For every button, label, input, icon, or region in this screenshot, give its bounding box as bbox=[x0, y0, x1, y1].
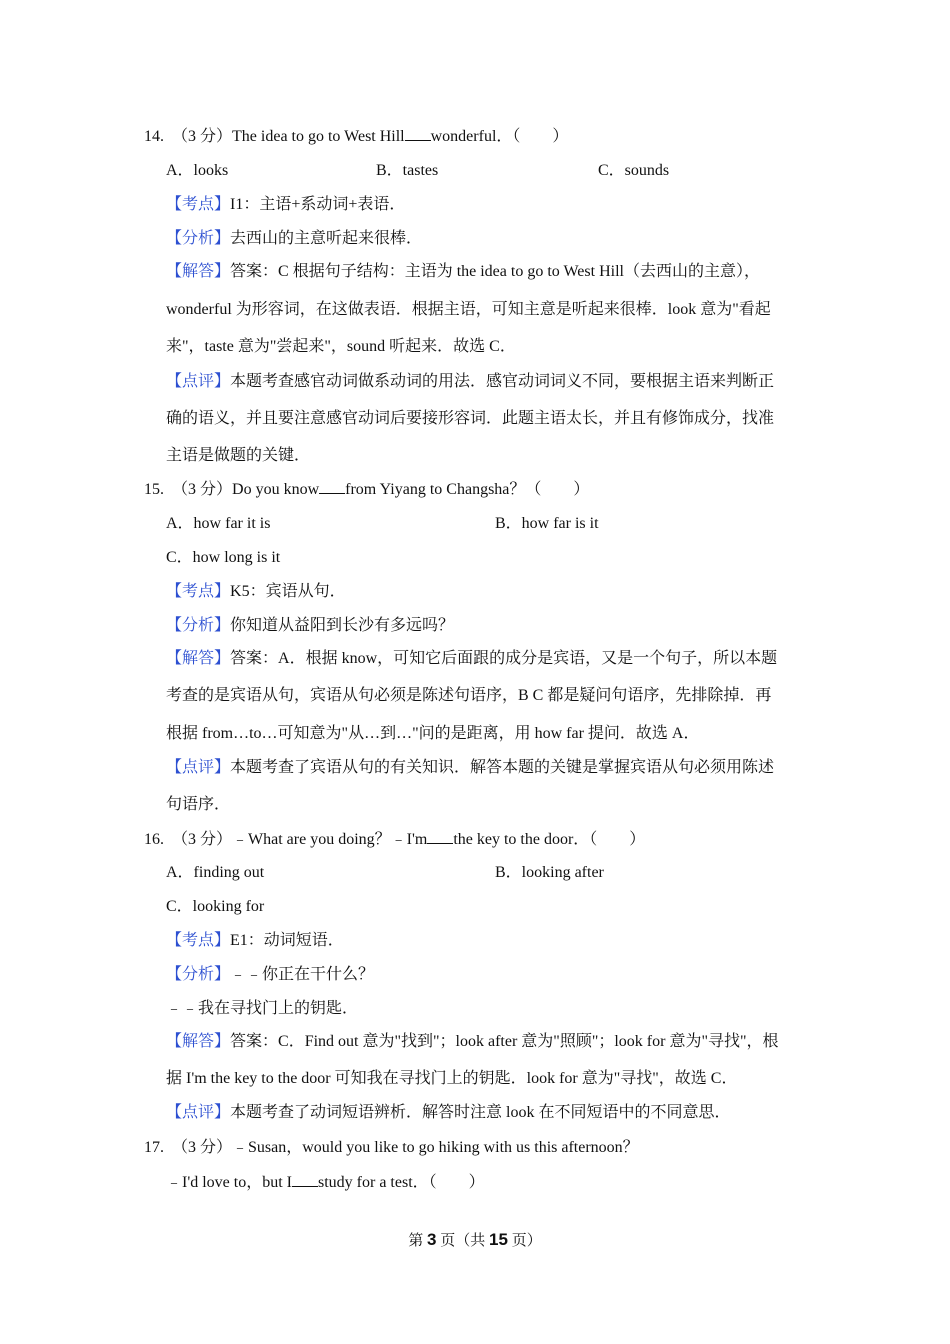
q15-stem: 15. （3 分）Do you know from Yiyang to Changsha？（ ） bbox=[144, 481, 590, 498]
current-page-number: 3 bbox=[427, 1230, 437, 1249]
q15-option-b: B．how far is it bbox=[495, 515, 599, 532]
q15-jieda-line3: 根据 from…to…可知意为"从…到…"问的是距离，用 how far 提问．故选 A． bbox=[166, 725, 700, 742]
q15-dianping: 【点评】本题考查了宾语从句的有关知识．解答本题的关键是掌握宾语从句必须用陈述 bbox=[166, 759, 775, 776]
answer-blank bbox=[292, 1172, 318, 1187]
fenxi-tag: 【分析】 bbox=[166, 230, 231, 247]
jieda-tag: 【解答】 bbox=[166, 263, 231, 280]
jieda-tag: 【解答】 bbox=[166, 1033, 231, 1050]
q17-number: 17. bbox=[144, 1139, 164, 1156]
q16-jieda: 【解答】答案：C．Find out 意为"找到"；look after 意为"照顾"；look for 意为"寻找"，根 bbox=[166, 1033, 779, 1050]
dianping-tag: 【点评】 bbox=[166, 759, 231, 776]
q16-fenxi: 【分析】﹣﹣你正在干什么？ bbox=[166, 966, 375, 983]
q14-option-b: B．tastes bbox=[376, 162, 439, 179]
q14-option-c: C．sounds bbox=[598, 162, 670, 179]
q15-option-c: C．how long is it bbox=[166, 549, 281, 566]
q14-dianping-line3: 主语是做题的关键． bbox=[166, 447, 311, 464]
q14-dianping-line2: 确的语义，并且要注意感官动词后要接形容词．此题主语太长，并且有修饰成分，找准 bbox=[166, 410, 775, 427]
page-footer: 第 3 页（共 15 页） bbox=[408, 1230, 542, 1249]
q15-option-a: A．how far it is bbox=[166, 515, 271, 532]
q17-stem: 17. （3 分）﹣Susan，would you like to go hiking with us this afternoon？ bbox=[144, 1139, 639, 1156]
q14-score: （3 分） bbox=[172, 128, 233, 145]
answer-blank bbox=[319, 479, 345, 494]
q15-jieda: 【解答】答案：A．根据 know，可知它后面跟的成分是宾语，又是一个句子，所以本题 bbox=[166, 650, 778, 667]
q15-number: 15. bbox=[144, 481, 164, 498]
q14-kaodian: 【考点】I1：主语+系动词+表语． bbox=[166, 196, 406, 213]
q17-score: （3 分） bbox=[172, 1139, 233, 1156]
q14-fenxi: 【分析】去西山的主意听起来很棒． bbox=[166, 230, 423, 247]
q14-number: 14. bbox=[144, 128, 164, 145]
answer-blank bbox=[427, 829, 453, 844]
kaodian-tag: 【考点】 bbox=[166, 932, 231, 949]
q16-option-a: A．finding out bbox=[166, 864, 265, 881]
total-pages: 15 bbox=[489, 1230, 508, 1249]
q15-jieda-line2: 考查的是宾语从句，宾语从句必须是陈述句语序，B C 都是疑问句语序，先排除掉．再 bbox=[166, 687, 772, 704]
dianping-tag: 【点评】 bbox=[166, 373, 231, 390]
q17-stem-line2: ﹣I'd love to，but I study for a test．（ ） bbox=[166, 1174, 485, 1191]
q16-option-c: C．looking for bbox=[166, 898, 265, 915]
q14-jieda: 【解答】答案：C 根据句子结构：主语为 the idea to go to West Hill（去西山的主意）， bbox=[166, 263, 760, 280]
q16-jieda-line2: 据 I'm the key to the door 可知我在寻找门上的钥匙．look for 意为"寻找"，故选 C． bbox=[166, 1070, 738, 1087]
fenxi-tag: 【分析】 bbox=[166, 617, 231, 634]
q16-kaodian: 【考点】E1：动词短语． bbox=[166, 932, 344, 949]
q15-dianping-line2: 句语序． bbox=[166, 796, 231, 813]
kaodian-tag: 【考点】 bbox=[166, 196, 231, 213]
q15-kaodian: 【考点】K5：宾语从句． bbox=[166, 583, 346, 600]
q15-fenxi: 【分析】你知道从益阳到长沙有多远吗？ bbox=[166, 617, 455, 634]
q14-jieda-line2: wonderful 为形容词，在这做表语．根据主语，可知主意是听起来很棒．look 意为"看起 bbox=[166, 301, 771, 318]
answer-blank bbox=[405, 126, 431, 141]
q14-jieda-line3: 来"，taste 意为"尝起来"，sound 听起来．故选 C． bbox=[166, 338, 516, 355]
q16-option-b: B．looking after bbox=[495, 864, 604, 881]
dianping-tag: 【点评】 bbox=[166, 1104, 231, 1121]
q16-stem: 16. （3 分）﹣What are you doing？﹣I'm the key to the door．（ ） bbox=[144, 831, 646, 848]
jieda-tag: 【解答】 bbox=[166, 650, 231, 667]
q14-stem: 14. （3 分）The idea to go to West Hill wonderful．（ ） bbox=[144, 128, 569, 145]
q15-score: （3 分） bbox=[172, 481, 233, 498]
fenxi-tag: 【分析】 bbox=[166, 966, 231, 983]
q14-dianping: 【点评】本题考查感官动词做系动词的用法．感官动词词义不同，要根据主语来判断正 bbox=[166, 373, 775, 390]
q16-dianping: 【点评】本题考查了动词短语辨析．解答时注意 look 在不同短语中的不同意思． bbox=[166, 1104, 731, 1121]
kaodian-tag: 【考点】 bbox=[166, 583, 231, 600]
q16-number: 16. bbox=[144, 831, 164, 848]
q16-fenxi-line2: ﹣﹣我在寻找门上的钥匙． bbox=[166, 1000, 359, 1017]
q16-score: （3 分） bbox=[172, 831, 233, 848]
q14-option-a: A．looks bbox=[166, 162, 229, 179]
